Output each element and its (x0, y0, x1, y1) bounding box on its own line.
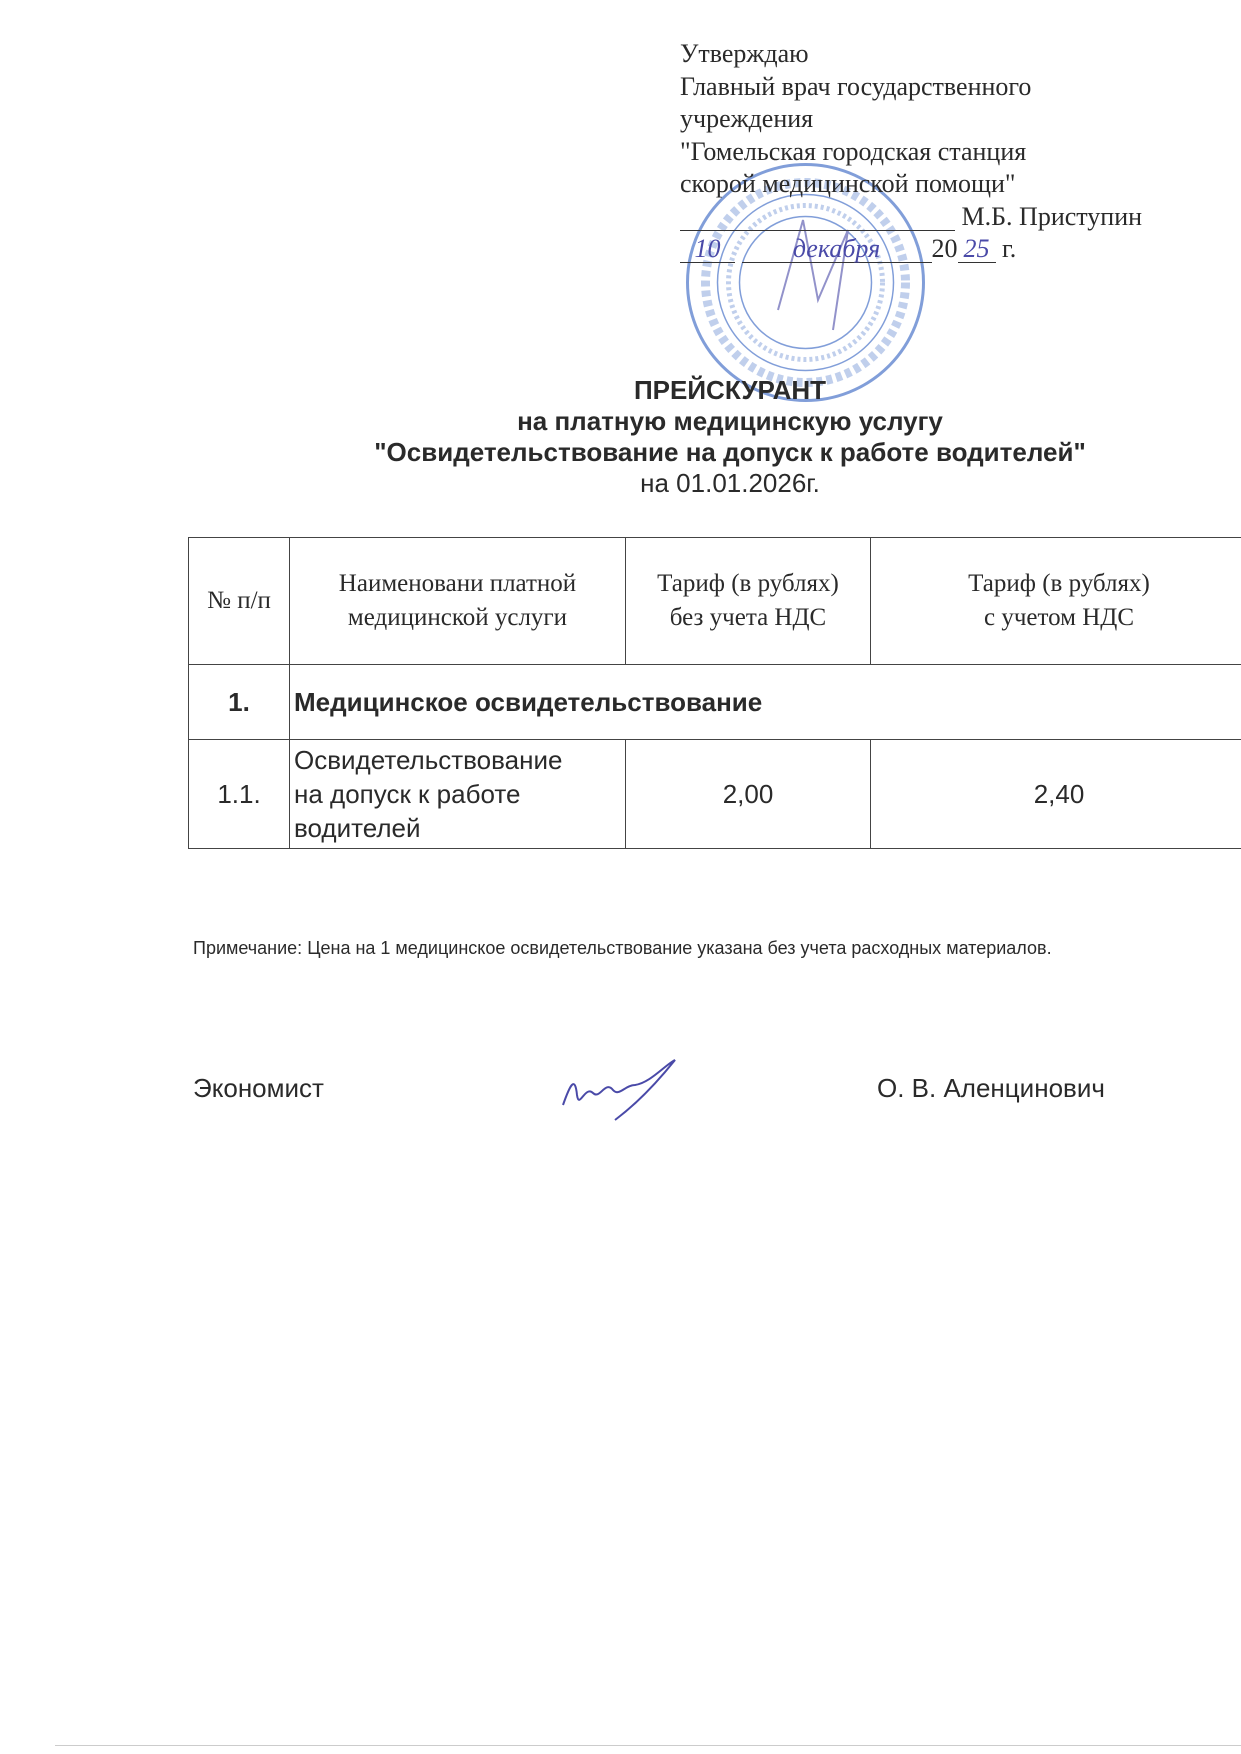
signature-name: О. В. Аленцинович (877, 1073, 1105, 1103)
table-header-row (189, 538, 1241, 665)
row-service-name: Освидетельствование на допуск к работе водителей (290, 740, 626, 849)
section-name: Медицинское освидетельствование (290, 665, 1241, 740)
note: Примечание: Цена на 1 медицинское освидетельствование указана без учета расходных материалов. (193, 938, 1052, 958)
approve-label: Утверждаю (680, 39, 809, 68)
date-g: г. (1002, 234, 1017, 263)
date-month: декабря (742, 236, 932, 263)
signer-line (680, 201, 1142, 234)
signer-name: М.Б. Приступин (961, 201, 1143, 231)
date-year-suffix: 25 (958, 236, 996, 263)
header-price-vat: Тариф (в рублях) с учетом НДС (871, 538, 1241, 665)
table-row (189, 740, 1241, 849)
row-price-no-vat: 2,00 (626, 740, 871, 849)
approval-date (680, 233, 1142, 266)
document-title (250, 375, 1210, 499)
date-year-prefix: 20 (931, 234, 958, 263)
approval-block (680, 38, 1142, 266)
date-day: 10 (680, 236, 735, 263)
header-num: № п/п (189, 538, 290, 665)
header-price-no-vat: Тариф (в рублях) без учета НДС (626, 538, 871, 665)
section-num: 1. (189, 665, 290, 740)
signature-role: Экономист (193, 1073, 324, 1103)
title-service: "Освидетельствование на допуск к работе водителей" (374, 437, 1086, 467)
position-line: учреждения (680, 104, 814, 133)
organization-line: скорой медицинской помощи" (680, 169, 1016, 198)
section-row (189, 665, 1241, 740)
position-line: Главный врач государственного (680, 71, 1032, 101)
title-subtitle: на платную медицинскую услугу (517, 406, 943, 436)
organization-line: "Гомельская городская станция (680, 136, 1027, 166)
price-table (188, 537, 1241, 849)
row-num: 1.1. (189, 740, 290, 849)
row-price-vat: 2,40 (871, 740, 1241, 849)
title-date: на 01.01.2026г. (640, 468, 820, 498)
header-service: Наименовани платной медицинской услуги (290, 538, 626, 665)
page-edge (55, 1745, 1241, 1746)
handwritten-signature (555, 1055, 685, 1125)
title-main: ПРЕЙСКУРАНТ (633, 375, 827, 405)
